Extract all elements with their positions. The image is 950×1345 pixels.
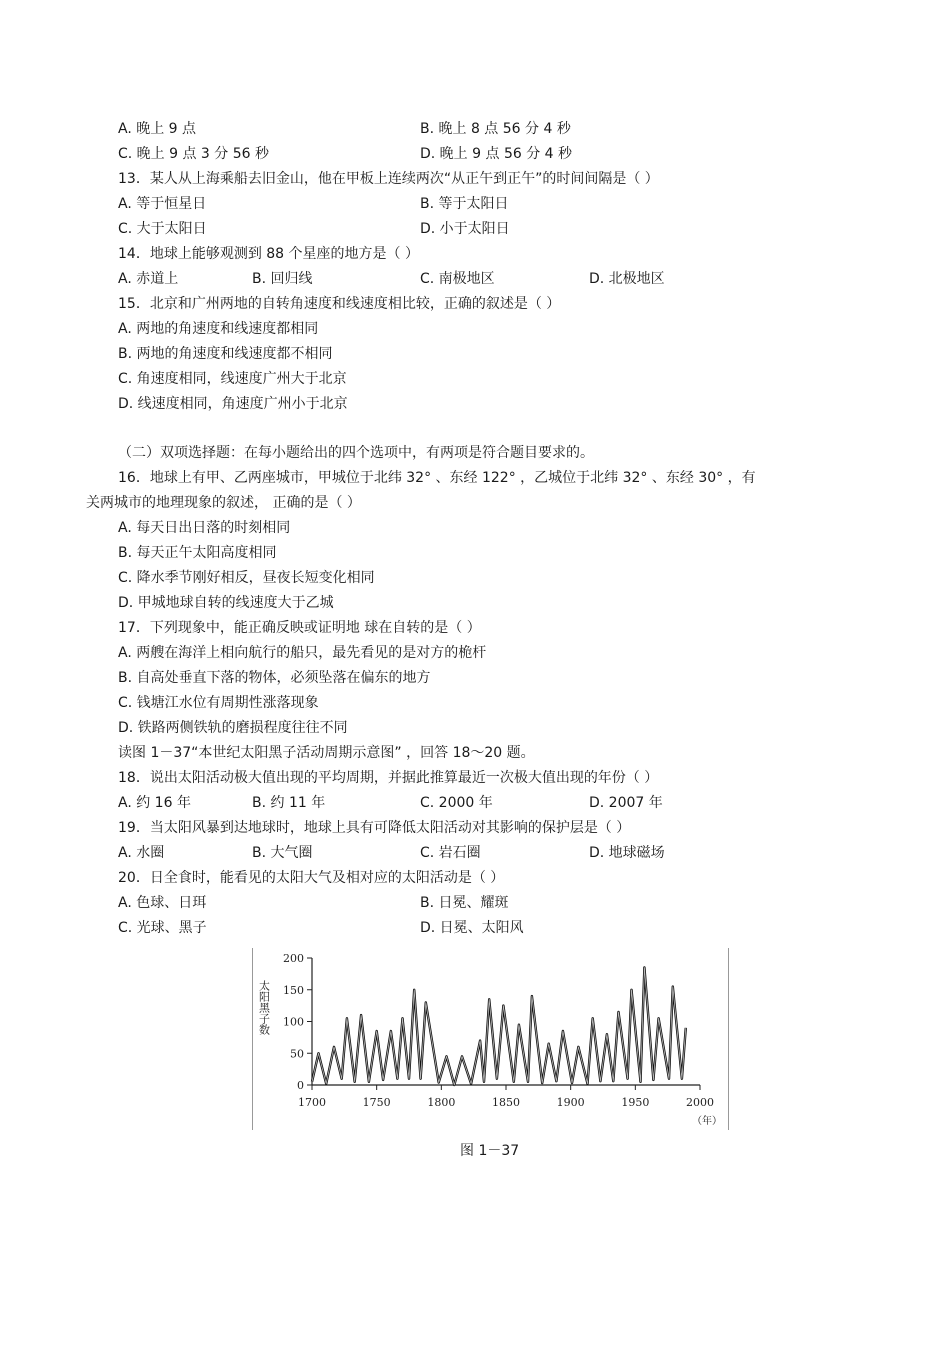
q14-option-b: B. 回归线 bbox=[252, 271, 313, 287]
q14-stem: 14．地球上能够观测到 88 个星座的地方是（ ） bbox=[118, 246, 419, 262]
q14-option-d: D. 北极地区 bbox=[589, 271, 665, 287]
q16-stem-line2: 关两城市的地理现象的叙述， 正确的是（ ） bbox=[86, 495, 361, 511]
y-tick-label: 150 bbox=[283, 983, 304, 997]
x-tick-label: 1750 bbox=[362, 1096, 391, 1109]
q17-option-c: C. 钱塘江水位有周期性涨落现象 bbox=[118, 695, 319, 711]
q19-option-a: A. 水圈 bbox=[118, 845, 165, 861]
section2-heading: （二）双项选择题：在每小题给出的四个选项中，有两项是符合题目要求的。 bbox=[118, 445, 594, 461]
x-axis-unit-label: （年） bbox=[692, 1116, 722, 1127]
q13-option-a: A. 等于恒星日 bbox=[118, 196, 207, 212]
q17-option-b: B. 自高处垂直下落的物体，必须坠落在偏东的地方 bbox=[118, 670, 431, 686]
q16-option-c: C. 降水季节刚好相反，昼夜长短变化相同 bbox=[118, 570, 375, 586]
q13-stem: 13．某人从上海乘船去旧金山，他在甲板上连续两次“从正午到正午”的时间间隔是（ ） bbox=[118, 171, 659, 187]
q18-stem: 18．说出太阳活动极大值出现的平均周期，并据此推算最近一次极大值出现的年份（ ） bbox=[118, 770, 659, 786]
q18-option-a: A. 约 16 年 bbox=[118, 795, 191, 811]
q13-option-c: C. 大于太阳日 bbox=[118, 221, 207, 237]
x-tick-label: 1850 bbox=[492, 1096, 520, 1109]
q20-option-b: B. 日冕、耀斑 bbox=[420, 895, 509, 911]
q13-option-b: B. 等于太阳日 bbox=[420, 196, 509, 212]
sunspot-chart-svg bbox=[252, 948, 730, 1130]
x-tick-label: 1700 bbox=[298, 1096, 326, 1109]
q17-option-d: D. 铁路两侧铁轨的磨损程度往往不同 bbox=[118, 720, 348, 736]
q18-option-d: D. 2007 年 bbox=[589, 795, 663, 811]
q20-option-a: A. 色球、日珥 bbox=[118, 895, 207, 911]
q19-stem: 19．当太阳风暴到达地球时，地球上具有可降低太阳活动对其影响的保护层是（ ） bbox=[118, 820, 631, 836]
q12-option-d: D. 晚上 9 点 56 分 4 秒 bbox=[420, 146, 573, 162]
q16-option-a: A. 每天日出日落的时刻相同 bbox=[118, 520, 291, 536]
y-tick-label: 200 bbox=[283, 952, 304, 965]
q15-option-d: D. 线速度相同，角速度广州小于北京 bbox=[118, 396, 348, 412]
q14-option-a: A. 赤道上 bbox=[118, 271, 179, 287]
y-tick-label: 0 bbox=[297, 1079, 304, 1092]
q15-option-b: B. 两地的角速度和线速度都不相同 bbox=[118, 346, 333, 362]
q15-stem: 15．北京和广州两地的自转角速度和线速度相比较，正确的叙述是（ ） bbox=[118, 296, 561, 312]
q19-option-d: D. 地球磁场 bbox=[589, 845, 665, 861]
q16-stem-line1: 16．地球上有甲、乙两座城市，甲城位于北纬 32° 、东经 122° ，乙城位于北纬 32° 、东经 30° ，有 bbox=[118, 470, 756, 486]
y-axis-label: 太阳黑子数 bbox=[257, 980, 271, 1035]
sunspot-chart bbox=[252, 948, 730, 1130]
q20-stem: 20．日全食时，能看见的太阳大气及相对应的太阳活动是（ ） bbox=[118, 870, 505, 886]
q19-option-b: B. 大气圈 bbox=[252, 845, 313, 861]
q17-stem: 17．下列现象中，能正确反映或证明地 球在自转的是（ ） bbox=[118, 620, 481, 636]
x-tick-label: 1900 bbox=[556, 1096, 585, 1109]
q12-option-a: A. 晚上 9 点 bbox=[118, 121, 197, 137]
q16-option-d: D. 甲城地球自转的线速度大于乙城 bbox=[118, 595, 334, 611]
read-figure-prompt: 读图 1－37“本世纪太阳黑子活动周期示意图” ，回答 18～20 题。 bbox=[118, 745, 535, 761]
q15-option-a: A. 两地的角速度和线速度都相同 bbox=[118, 321, 319, 337]
q20-option-c: C. 光球、黑子 bbox=[118, 920, 207, 936]
q13-option-d: D. 小于太阳日 bbox=[420, 221, 510, 237]
figure-caption: 图 1－37 bbox=[460, 1143, 520, 1159]
q18-option-c: C. 2000 年 bbox=[420, 795, 493, 811]
q18-option-b: B. 约 11 年 bbox=[252, 795, 326, 811]
q12-option-c: C. 晚上 9 点 3 分 56 秒 bbox=[118, 146, 270, 162]
q15-option-c: C. 角速度相同，线速度广州大于北京 bbox=[118, 371, 347, 387]
x-tick-label: 2000 bbox=[686, 1096, 714, 1109]
q17-option-a: A. 两艘在海洋上相向航行的船只，最先看见的是对方的桅杆 bbox=[118, 645, 487, 661]
q12-option-b: B. 晚上 8 点 56 分 4 秒 bbox=[420, 121, 571, 137]
q19-option-c: C. 岩石圈 bbox=[420, 845, 481, 861]
q14-option-c: C. 南极地区 bbox=[420, 271, 495, 287]
q20-option-d: D. 日冕、太阳风 bbox=[420, 920, 524, 936]
y-tick-label: 50 bbox=[290, 1047, 304, 1061]
x-tick-label: 1950 bbox=[621, 1096, 650, 1109]
x-tick-label: 1800 bbox=[427, 1096, 456, 1109]
y-tick-label: 100 bbox=[283, 1015, 304, 1029]
q16-option-b: B. 每天正午太阳高度相同 bbox=[118, 545, 277, 561]
